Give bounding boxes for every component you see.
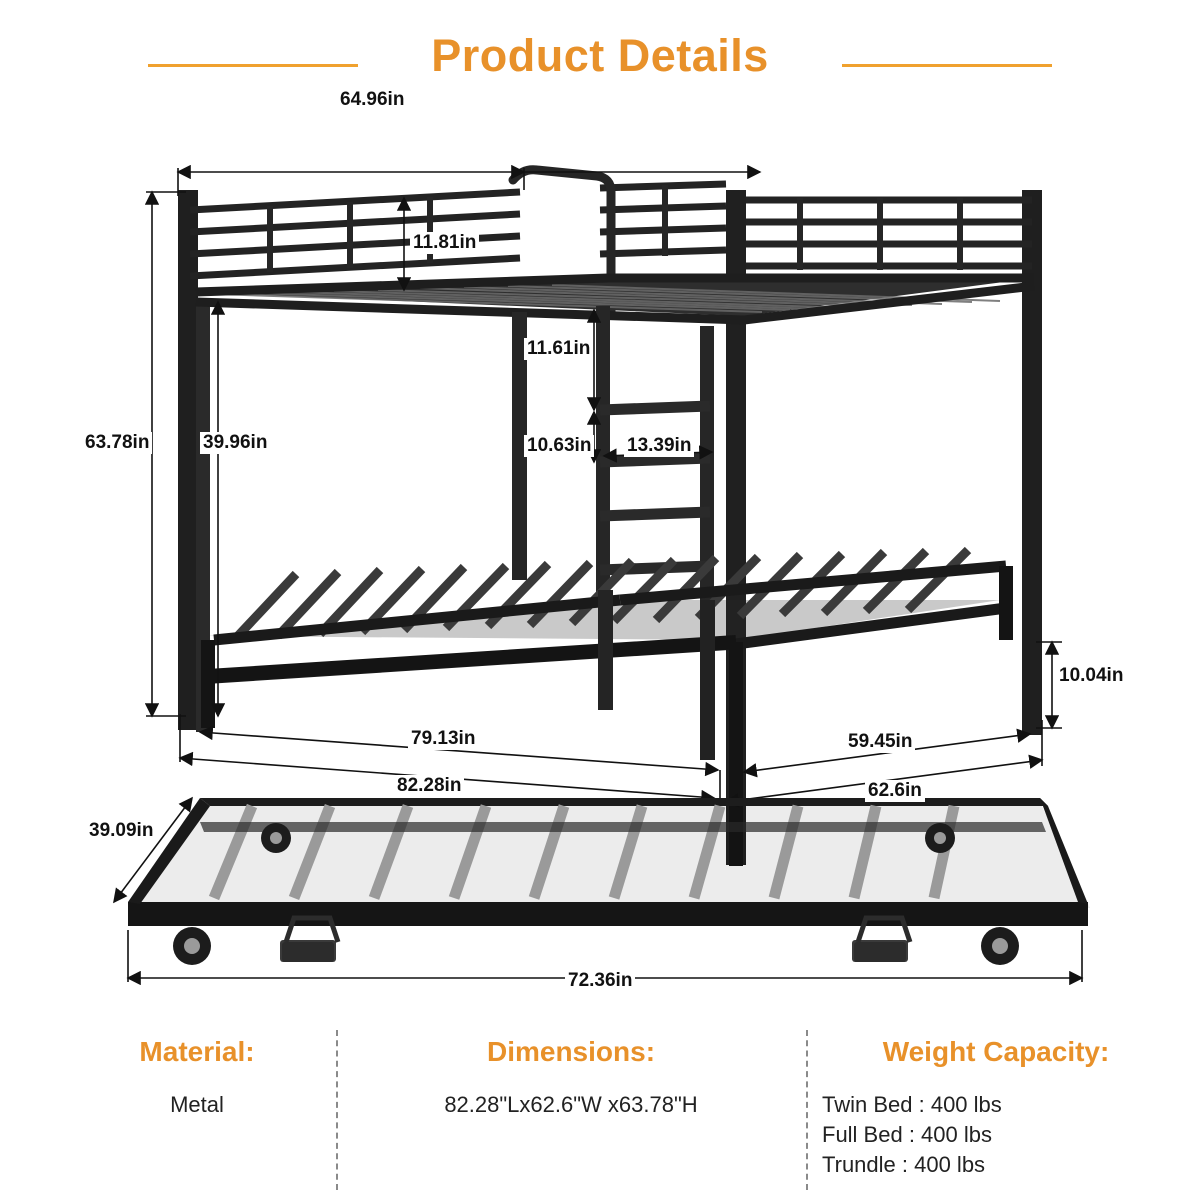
spec-weight-line-full: Full Bed : 400 lbs — [822, 1122, 992, 1147]
dim-top-rail-height: 11.81in — [410, 232, 479, 254]
dim-lower-length-outer: 82.28in — [394, 775, 464, 797]
dim-lower-width-inner: 59.45in — [845, 731, 915, 753]
trundle-drawing — [128, 798, 1090, 965]
dim-ladder-step-gap: 10.63in — [524, 435, 594, 457]
spec-material-value: Metal — [170, 1092, 224, 1117]
spec-strip — [0, 1018, 1200, 1200]
spec-weight-title: Weight Capacity: — [882, 1036, 1110, 1067]
dim-upper-clearance: 39.96in — [200, 432, 270, 454]
product-diagram — [0, 80, 1200, 1010]
spec-dimensions — [336, 1018, 806, 1200]
dim-top-width: 64.96in — [337, 89, 407, 111]
spec-dimensions-title: Dimensions: — [486, 1036, 656, 1067]
dim-overall-height: 63.78in — [82, 432, 152, 454]
dim-lower-length-inner: 79.13in — [408, 728, 478, 750]
spec-material-title: Material: — [139, 1036, 255, 1067]
dim-lower-width-outer: 62.6in — [865, 780, 925, 802]
spec-weight-capacity — [806, 1018, 1186, 1200]
dim-ladder-upper-gap: 11.61in — [524, 338, 593, 360]
dim-trundle-length: 72.36in — [565, 970, 635, 992]
spec-material — [58, 1018, 336, 1200]
diagram-illustration — [0, 80, 1200, 1010]
page-title: Product Details — [431, 30, 769, 81]
spec-weight-line-twin: Twin Bed : 400 lbs — [822, 1092, 1002, 1117]
page-header — [0, 18, 1200, 88]
spec-dimensions-value: 82.28"Lx62.6"W x63.78"H — [444, 1092, 698, 1117]
dim-trundle-width: 39.09in — [86, 820, 156, 842]
dim-under-clearance: 10.04in — [1056, 665, 1126, 687]
spec-weight-line-trundle: Trundle : 400 lbs — [822, 1152, 986, 1177]
dim-ladder-width: 13.39in — [624, 435, 694, 457]
spec-weight-values — [806, 1090, 1186, 1180]
